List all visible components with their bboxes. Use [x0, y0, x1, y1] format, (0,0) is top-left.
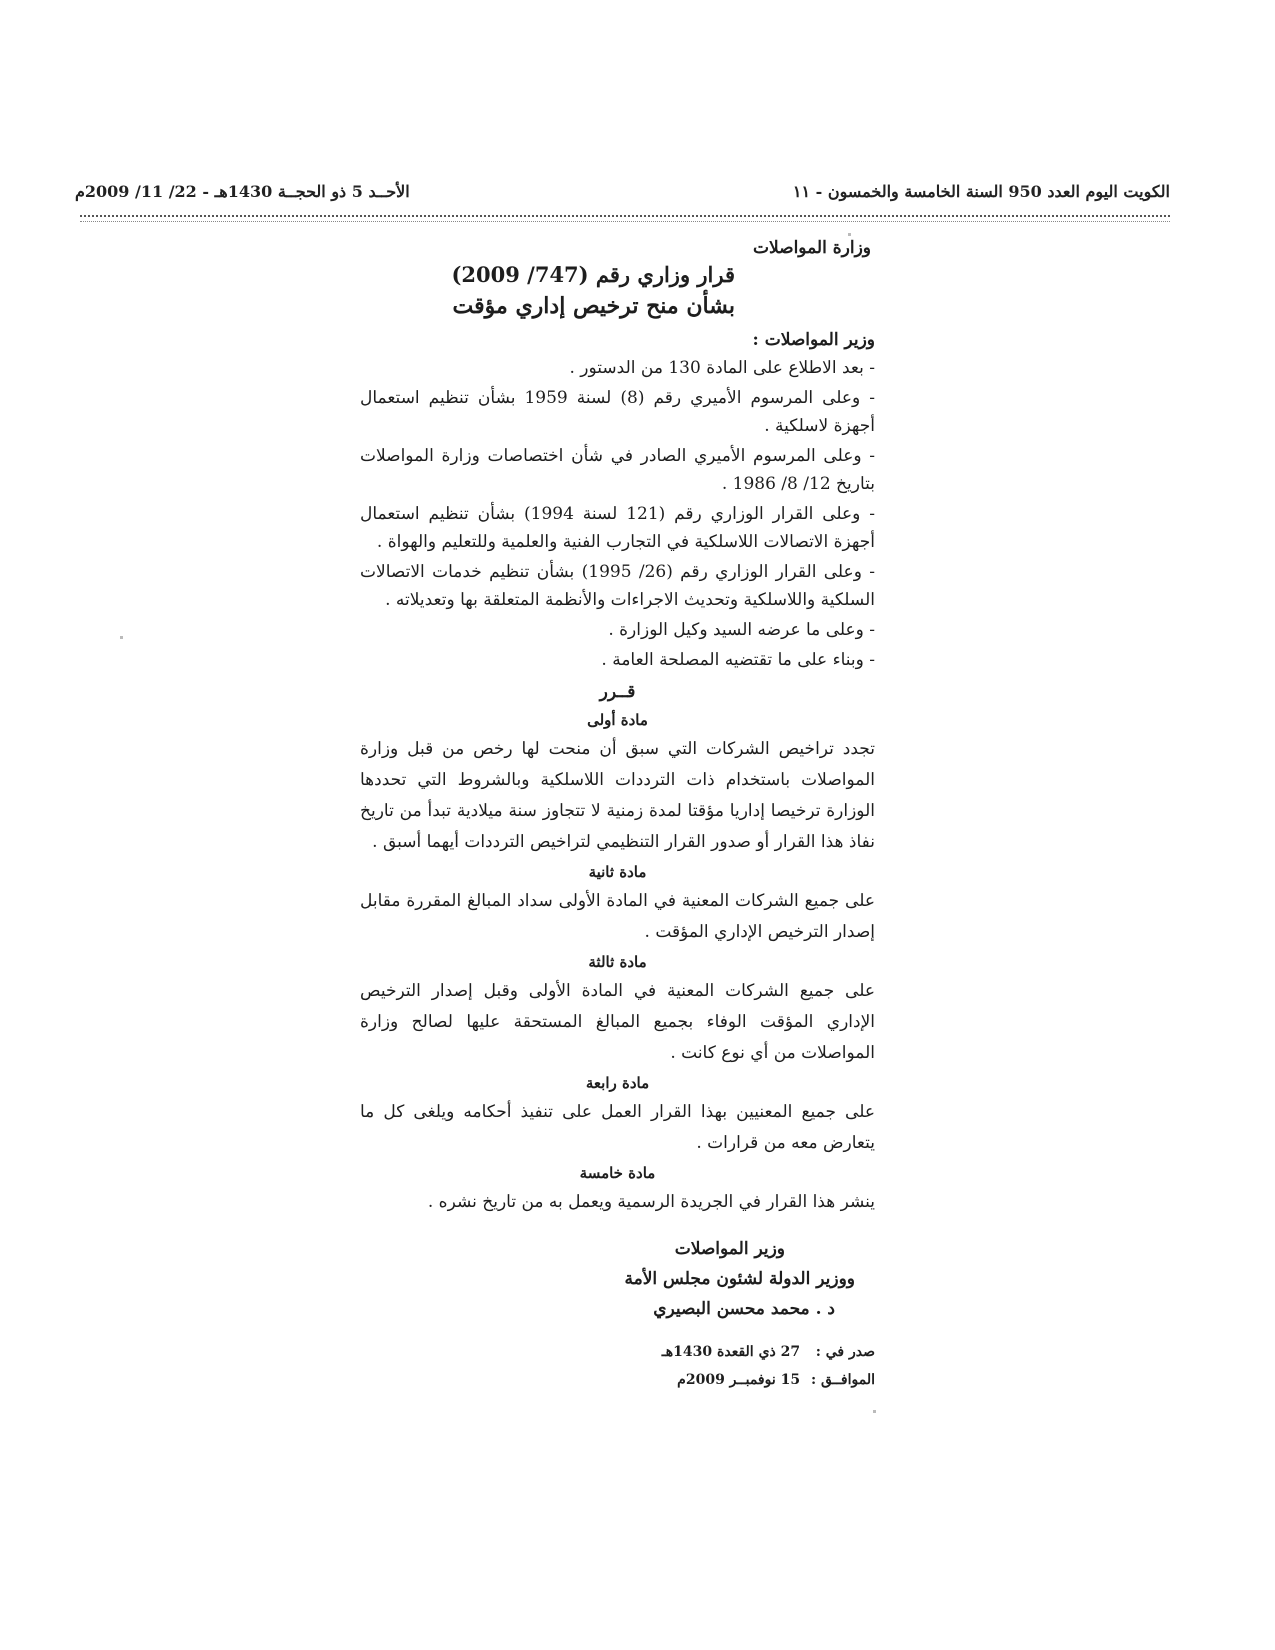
- header-divider: [80, 215, 1170, 217]
- header-divider-secondary: [80, 221, 1170, 222]
- minister-intro: وزير المواصلات :: [752, 330, 875, 350]
- page-header: [75, 178, 1170, 212]
- preamble-item: - وبناء على ما تقتضيه المصلحة العامة .: [601, 650, 875, 670]
- article-title: مادة أولى: [587, 711, 648, 729]
- preamble-item: - وعلى المرسوم الأميري رقم (8) لسنة 1959 بشأن تنظيم استعمال أجهزة لاسلكية .: [360, 388, 876, 436]
- article-body: على جميع الشركات المعنية في المادة الأولى وقبل إصدار الترخيص الإداري المؤقت الوفاء بجميع المبالغ المستحقة عليها لصالح وزارة المواصلات من أي نوع كانت .: [360, 981, 875, 1063]
- corresponding-date: 15 نوفمبــر 2009م: [677, 1372, 801, 1388]
- preamble-item: - وعلى ما عرضه السيد وكيل الوزارة .: [608, 620, 875, 640]
- article-body: تجدد تراخيص الشركات التي سبق أن منحت لها رخص من قبل وزارة المواصلات باستخدام ذات الترددات اللاسلكية وبالشروط التي تحددها الوزارة ترخيصا إداريا مؤقتا لمدة زمنية لا تتجاوز سنة ميلادية تبدأ من تاريخ نفاذ هذا القرار أو صدور القرار التنظيمي لتراخيص الترددات أيهما أسبق .: [360, 739, 875, 852]
- signatory-title-secondary: ووزير الدولة لشئون مجلس الأمة: [624, 1269, 855, 1289]
- article-title: مادة رابعة: [585, 1074, 650, 1092]
- decision-subject: بشأن منح ترخيص إداري مؤقت: [452, 293, 735, 319]
- issued-label: صدر في :: [815, 1344, 875, 1360]
- article-body: على جميع المعنيين بهذا القرار العمل على تنفيذ أحكامه ويلغى كل ما يتعارض معه من قرارات .: [360, 1102, 875, 1153]
- corresponding-label: الموافــق :: [811, 1372, 875, 1388]
- corresponding-date-line: [360, 1366, 875, 1394]
- decreed-heading: قــرر: [599, 682, 636, 702]
- scan-speck: [873, 1410, 876, 1413]
- article-body: على جميع الشركات المعنية في المادة الأولى سداد المبالغ المقررة مقابل إصدار الترخيص الإداري المؤقت .: [360, 891, 875, 942]
- signature-block: [360, 1234, 875, 1324]
- issued-date-line: [360, 1338, 875, 1366]
- preamble-list: [360, 354, 875, 674]
- scan-speck: [848, 233, 851, 236]
- preamble-item: - وعلى القرار الوزاري رقم (121 لسنة 1994) بشأن تنظيم استعمال أجهزة الاتصالات اللاسلكية في التجارب الفنية والعلمية وللتعليم والهواة .: [360, 504, 875, 552]
- scan-speck: [120, 636, 123, 639]
- decision-column: [360, 234, 875, 1394]
- publication-issue: الكويت اليوم العدد 950 السنة الخامسة والخمسون - ١١: [792, 182, 1170, 201]
- signatory-title: وزير المواصلات: [674, 1239, 785, 1259]
- article-title: مادة ثانية: [588, 863, 647, 881]
- preamble-item: - وعلى المرسوم الأميري الصادر في شأن اختصاصات وزارة المواصلات بتاريخ 12/ 8/ 1986 .: [360, 446, 875, 494]
- preamble-item: - وعلى القرار الوزاري رقم (26/ 1995) بشأن تنظيم خدمات الاتصالات السلكية واللاسلكية وتحديث الاجراءات والأنظمة المتعلقة بها وتعديلاته .: [360, 562, 875, 610]
- article-title: مادة خامسة: [579, 1164, 656, 1182]
- header-date: الأحــد 5 ذو الحجــة 1430هـ - 22/ 11/ 2009م: [75, 182, 410, 201]
- issued-date: 27 ذي القعدة 1430هـ: [661, 1344, 801, 1360]
- decision-title: قرار وزاري رقم (747/ 2009): [451, 262, 735, 287]
- preamble-item: - بعد الاطلاع على المادة 130 من الدستور .: [569, 358, 875, 378]
- article-body: ينشر هذا القرار في الجريدة الرسمية ويعمل به من تاريخ نشره .: [427, 1192, 875, 1212]
- ministry-name: وزارة المواصلات: [753, 238, 871, 258]
- issuance-block: [360, 1338, 875, 1394]
- article-title: مادة ثالثة: [588, 953, 647, 971]
- signatory-name: د . محمد محسن البصيري: [653, 1299, 835, 1319]
